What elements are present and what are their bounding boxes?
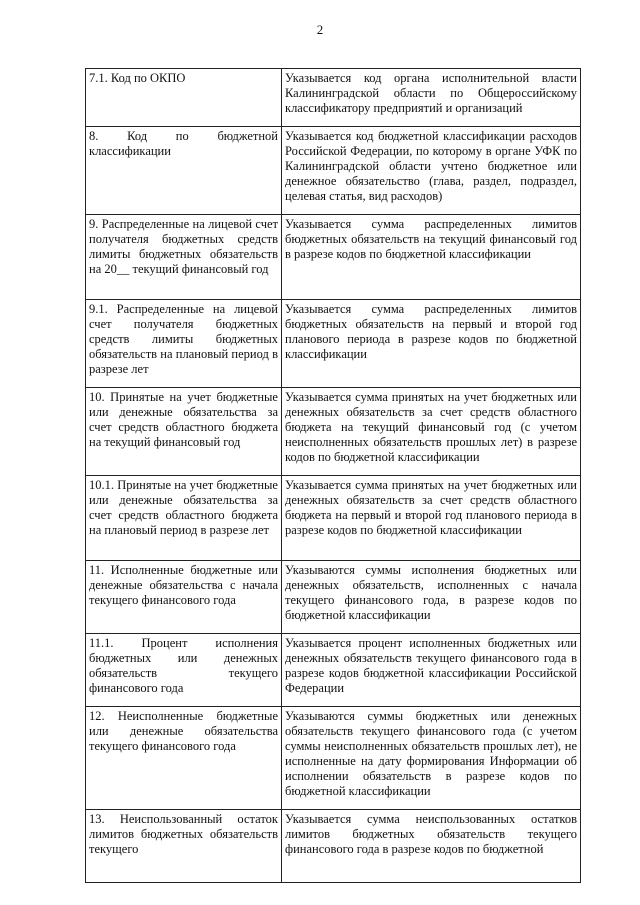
field-name-cell: 13. Неиспользованный остаток лимитов бюджетных обязательств текущего — [86, 810, 282, 883]
field-description-cell: Указывается сумма принятых на учет бюджетных или денежных обязательств за счет средств областного бюджета на текущий финансовый год (с учетом неисполненных обязательств прошлых лет) в разрезе кодов по бюджетной классификации — [282, 388, 581, 476]
field-description-cell: Указываются суммы бюджетных или денежных обязательств текущего финансового года (с учетом суммы неисполненных обязательств прошлых лет), не исполненные на дату формирования Информации об исполнении обязательств в разрезе кодов по бюджетной классификации — [282, 707, 581, 810]
field-name-cell: 10.1. Принятые на учет бюджетные или денежные обязательства за счет средств областного бюджета на плановый период в разрезе лет — [86, 476, 282, 561]
field-description-cell: Указывается сумма распределенных лимитов бюджетных обязательств на первый и второй год планового периода в разрезе кодов по бюджетной классификации — [282, 300, 581, 388]
field-description-cell: Указывается сумма неиспользованных остатков лимитов бюджетных обязательств текущего финансового года в разрезе кодов по бюджетной — [282, 810, 581, 883]
field-name-cell: 11.1. Процент исполнения бюджетных или денежных обязательств текущего финансового года — [86, 634, 282, 707]
table-row — [86, 707, 581, 810]
field-name-cell: 7.1. Код по ОКПО — [86, 69, 282, 127]
table-row — [86, 388, 581, 476]
field-name-cell: 11. Исполненные бюджетные или денежные обязательства с начала текущего финансового года — [86, 561, 282, 634]
field-description-cell: Указывается код органа исполнительной власти Калининградской области по Общероссийскому классификатору предприятий и организаций — [282, 69, 581, 127]
table-row — [86, 215, 581, 300]
field-name-cell: 9. Распределенные на лицевой счет получателя бюджетных средств лимиты бюджетных обязательств на 20__ текущий финансовый год — [86, 215, 282, 300]
table-row — [86, 476, 581, 561]
field-description-cell: Указывается сумма принятых на учет бюджетных или денежных обязательств за счет средств областного бюджета на первый и второй год планового периода в разрезе кодов по бюджетной классификации — [282, 476, 581, 561]
page-number: 2 — [316, 22, 324, 37]
field-description-cell: Указывается код бюджетной классификации расходов Российской Федерации, по которому в органе УФК по Калининградской области учтено бюджетное или денежное обязательство (глава, раздел, подраздел, целевая статья, вид расходов) — [282, 127, 581, 215]
field-description-cell: Указывается процент исполненных бюджетных или денежных обязательств текущего финансового года в разрезе кодов бюджетной классификации Российской Федерации — [282, 634, 581, 707]
table-row — [86, 634, 581, 707]
table-row — [86, 561, 581, 634]
field-name-cell: 8. Код по бюджетной классификации — [86, 127, 282, 215]
table-row — [86, 127, 581, 215]
field-name-cell: 9.1. Распределенные на лицевой счет получателя бюджетных средств лимиты бюджетных обязательств на плановый период в разрезе лет — [86, 300, 282, 388]
table-row — [86, 810, 581, 883]
table-row — [86, 69, 581, 127]
field-description-cell: Указывается сумма распределенных лимитов бюджетных обязательств на текущий финансовый год в разрезе кодов по бюджетной классификации — [282, 215, 581, 300]
field-name-cell: 12. Неисполненные бюджетные или денежные обязательства текущего финансового года — [86, 707, 282, 810]
field-name-cell: 10. Принятые на учет бюджетные или денежные обязательства за счет средств областного бюджета на текущий финансовый год — [86, 388, 282, 476]
field-description-cell: Указываются суммы исполнения бюджетных или денежных обязательств, исполненных с начала текущего финансового года, в разрезе кодов по бюджетной классификации — [282, 561, 581, 634]
table-row — [86, 300, 581, 388]
table-body — [86, 69, 581, 883]
document-table — [85, 68, 581, 883]
